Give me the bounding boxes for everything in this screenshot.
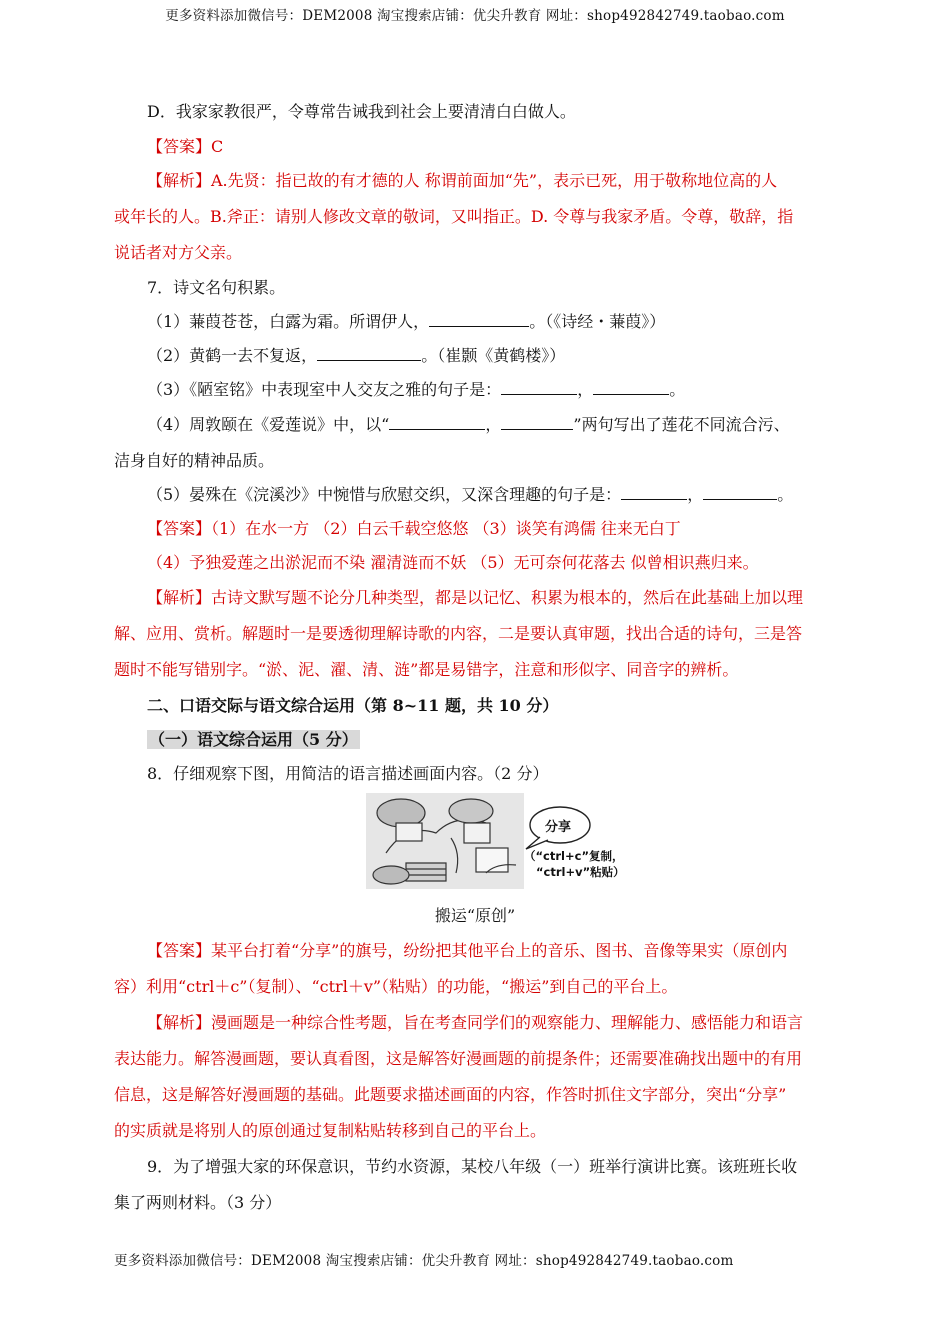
cartoon-note-1: （“ctrl+c”复制， — [524, 849, 624, 863]
cartoon-caption: 搬运“原创” — [434, 906, 516, 925]
share-bubble-label: 分享 — [545, 820, 572, 835]
q7-item-3-text: （3）《陋室铭》中表现室中人交友之雅的句子是： — [147, 380, 502, 399]
q6-answer: 【答案】C — [147, 137, 224, 156]
answer-blank — [389, 415, 485, 430]
q7-item-4-text-2: ”两句写出了莲花不同流合污、 — [573, 415, 790, 434]
q9-line-2: 集了两则材料。（3 分） — [114, 1193, 282, 1212]
section-2-title: 二、口语交际与语文综合运用（第 8~11 题，共 10 分） — [147, 696, 559, 715]
q6-analysis-line-2: 或年长的人。B.斧正：请别人修改文章的敬词，又叫指正。D. 令尊与我家矛盾。令尊，敬辞，指 — [114, 207, 794, 226]
q7-item-1-text: （1）蒹葭苍苍，白露为霜。所谓伊人， — [147, 312, 430, 331]
q7-analysis-line-2: 解、应用、赏析。解题时一是要透彻理解诗歌的内容，二是要认真审题，找出合适的诗句，三是答 — [114, 624, 803, 643]
q7-item-3-end: 。 — [669, 380, 686, 399]
q6-option-d: D．我家家教很严，令尊常告诫我到社会上要清清白白做人。 — [147, 102, 576, 121]
section-2-subtitle — [147, 730, 837, 750]
q7-title: 7．诗文名句积累。 — [147, 278, 286, 297]
page-header: 更多资料添加微信号：DEM2008 淘宝搜索店铺：优尖升教育 网址：shop492842749.taobao.com — [165, 8, 785, 24]
q7-item-2-text: （2）黄鹤一去不复返， — [147, 346, 318, 365]
q7-item-5 — [147, 485, 837, 505]
answer-blank — [593, 380, 669, 395]
q8-analysis-line-2: 表达能力。解答漫画题，要认真看图，这是解答好漫画题的前提条件；还需要准确找出题中的有用 — [114, 1049, 803, 1068]
q9-line-1: 9．为了增强大家的环保意识，节约水资源，某校八年级（一）班举行演讲比赛。该班班长收 — [147, 1157, 798, 1176]
q7-item-1 — [147, 312, 837, 332]
answer-blank — [621, 485, 687, 500]
q7-item-1-source: 。（《诗经・蒹葭》） — [529, 312, 666, 331]
q7-item-3 — [147, 380, 837, 400]
answer-blank — [501, 415, 573, 430]
q7-analysis-line-1: 【解析】古诗文默写题不论分几种类型，都是以记忆、积累为根本的，然后在此基础上加以理 — [147, 588, 804, 607]
q7-analysis-line-3: 题时不能写错别字。“淤、泥、濯、清、涟”都是易错字，注意和形似字、同音字的辨析。 — [114, 660, 739, 679]
q7-item-2 — [147, 346, 837, 366]
q7-item-5-end: 。 — [777, 485, 794, 504]
q7-item-5-text: （5）晏殊在《浣溪沙》中惋惜与欣慰交织，又深含理趣的句子是： — [147, 485, 622, 504]
q7-item-5-sep: ， — [687, 485, 704, 504]
q7-item-3-sep: ， — [577, 380, 594, 399]
q7-item-2-source: 。（崔颢《黄鹤楼》） — [421, 346, 566, 365]
q7-answer-line-2: （4）予独爱莲之出淤泥而不染 濯清涟而不妖 （5）无可奈何花落去 似曾相识燕归来。 — [147, 553, 759, 572]
q6-analysis-line-3: 说话者对方父亲。 — [114, 243, 243, 262]
q7-item-4-text: （4）周敦颐在《爱莲说》中，以“ — [147, 415, 390, 434]
answer-blank — [317, 346, 421, 361]
answer-blank — [703, 485, 777, 500]
cartoon-note-2: “ctrl+v”粘贴） — [536, 865, 625, 879]
q8-answer-line-2: 容）利用“ctrl＋c”（复制）、“ctrl＋v”（粘贴）的功能，“搬运”到自己的平台上。 — [114, 977, 678, 996]
cartoon-image — [366, 793, 628, 889]
q7-item-4-cont: 洁身自好的精神品质。 — [114, 451, 275, 470]
q8-analysis-line-3: 信息，这是解答好漫画题的基础。此题要求描述画面的内容，作答时抓住文字部分，突出“分享” — [114, 1085, 787, 1104]
q7-item-4-sep: ， — [485, 415, 502, 434]
answer-blank — [501, 380, 577, 395]
q7-item-4 — [147, 415, 837, 435]
q7-answer-line-1: 【答案】（1）在水一方 （2）白云千载空悠悠 （3）谈笑有鸿儒 往来无白丁 — [147, 519, 681, 538]
section-2-subtitle-text: （一）语文综合运用（5 分） — [149, 730, 358, 749]
q8-title: 8．仔细观察下图，用简洁的语言描述画面内容。（2 分） — [147, 764, 549, 783]
q8-analysis-line-4: 的实质就是将别人的原创通过复制粘贴转移到自己的平台上。 — [114, 1121, 547, 1140]
q6-analysis-line-1: 【解析】A.先贤：指已故的有才德的人 称谓前面加“先”，表示已死，用于敬称地位高的人 — [147, 171, 778, 190]
answer-blank — [429, 312, 529, 327]
q8-analysis-line-1: 【解析】漫画题是一种综合性考题，旨在考查同学们的观察能力、理解能力、感悟能力和语言 — [147, 1013, 804, 1032]
page-footer: 更多资料添加微信号：DEM2008 淘宝搜索店铺：优尖升教育 网址：shop492842749.taobao.com — [114, 1253, 734, 1269]
q8-answer-line-1: 【答案】某平台打着“分享”的旗号，纷纷把其他平台上的音乐、图书、音像等果实（原创内 — [147, 941, 788, 960]
